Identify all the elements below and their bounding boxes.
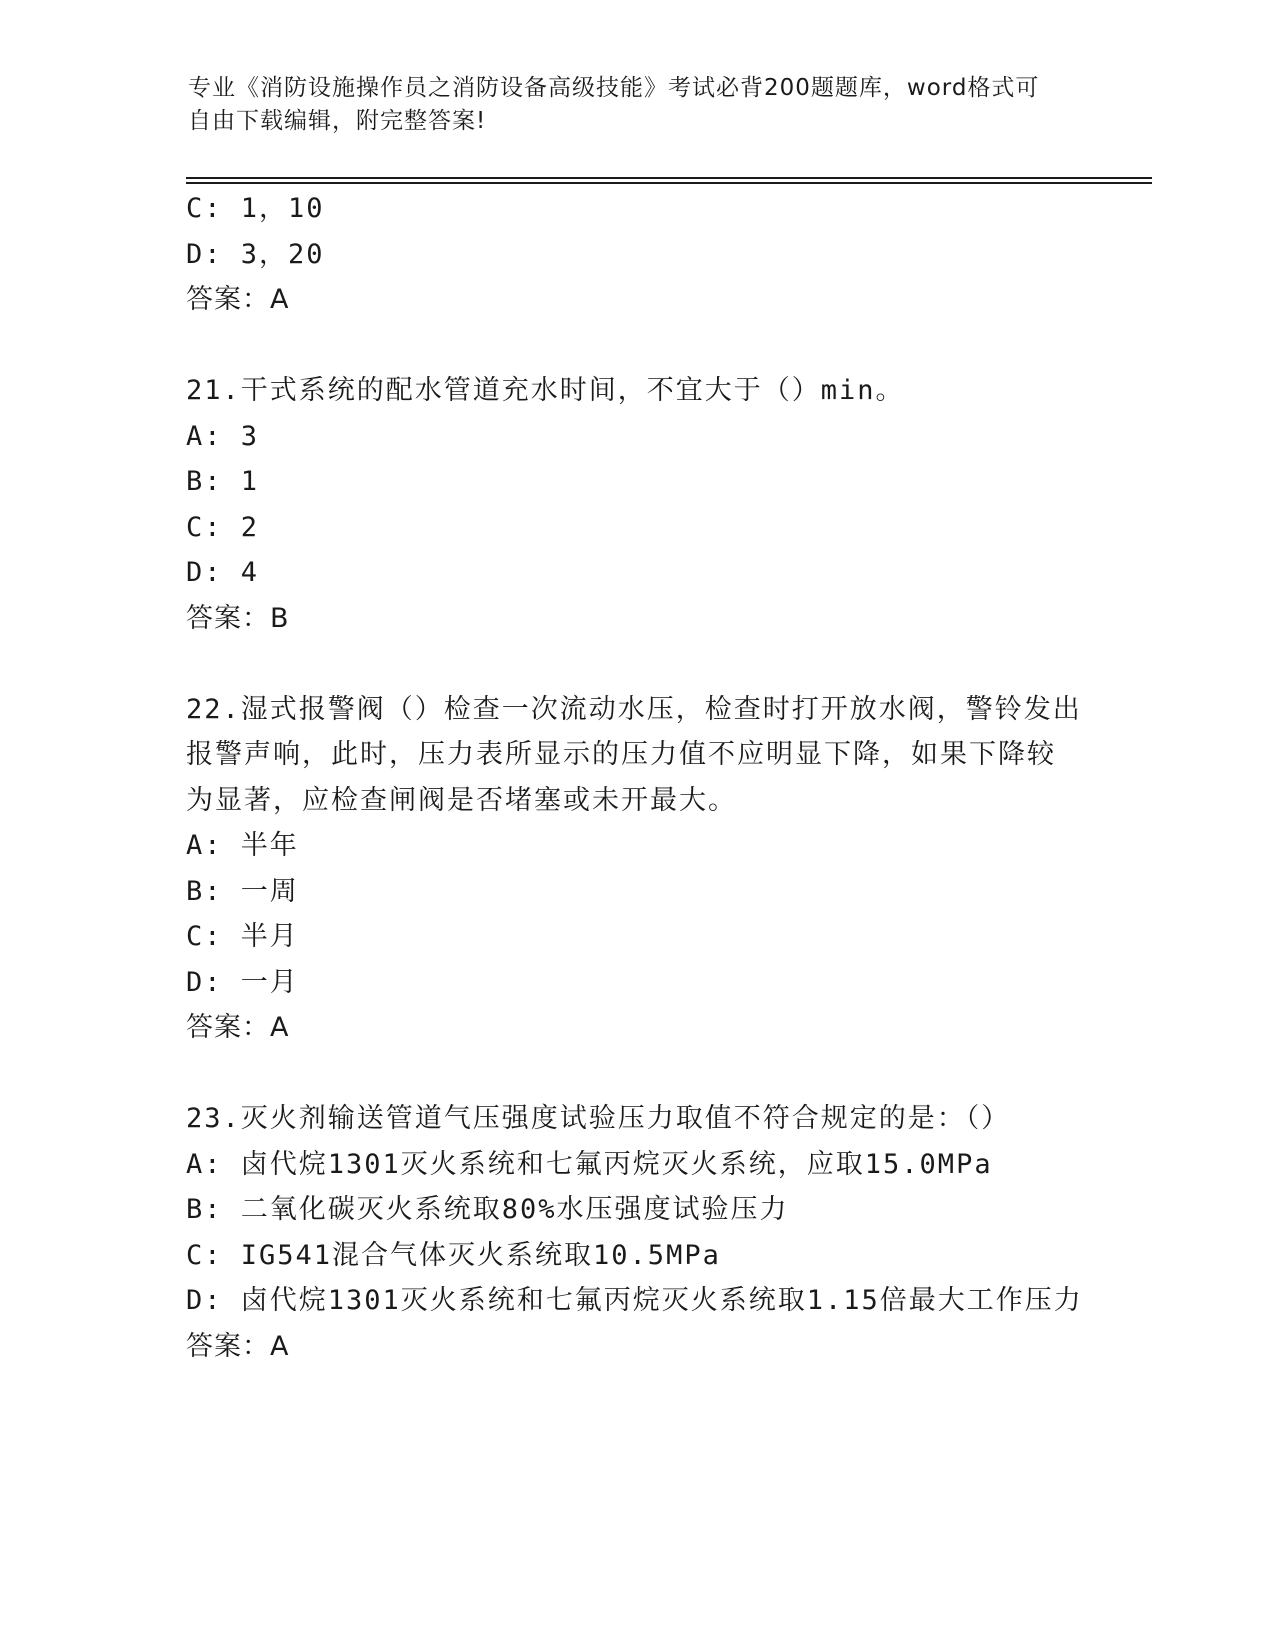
option-d: D: 3，20 [186, 238, 325, 270]
question-21 [186, 368, 1186, 641]
answer-line: 答案：B [186, 602, 290, 634]
option-c: C: 2 [186, 511, 260, 543]
option-b: B: 一周 [186, 875, 299, 907]
document-body [186, 186, 1186, 1369]
spacer [186, 323, 1186, 369]
option-c: C: 半月 [186, 921, 299, 952]
spacer [186, 641, 1186, 687]
option-c: C: IG541混合气体灭火系统取10.5MPa [186, 1239, 721, 1271]
header-line-2: 自由下载编辑，附完整答案! [188, 108, 487, 134]
document-header [188, 72, 1088, 138]
header-line-1: 专业《消防设施操作员之消防设备高级技能》考试必背200题题库，word格式可 [188, 75, 1040, 101]
answer-line: 答案：A [186, 284, 290, 315]
header-rule-bottom [186, 182, 1152, 184]
option-a: A: 半年 [186, 830, 299, 861]
spacer [186, 1051, 1186, 1097]
question-23 [186, 1096, 1186, 1369]
option-b: B: 二氧化碳灭火系统取80%水压强度试验压力 [186, 1194, 789, 1225]
question-22 [186, 687, 1186, 1051]
question-stem: 21.干式系统的配水管道充水时间，不宜大于（）min。 [186, 375, 905, 406]
option-c: C: 1，10 [186, 193, 325, 224]
header-rule-top [186, 177, 1152, 179]
prev-question-tail [186, 186, 1186, 323]
question-stem: 23.灭火剂输送管道气压强度试验压力取值不符合规定的是：（） [186, 1103, 1011, 1134]
option-d: D: 卤代烷1301灭火系统和七氟丙烷灭火系统取1.15倍最大工作压力 [186, 1285, 1083, 1316]
answer-line: 答案：A [186, 1330, 290, 1362]
question-stem-line-2: 报警声响，此时，压力表所显示的压力值不应明显下降，如果下降较 [186, 739, 1056, 770]
option-a: A: 卤代烷1301灭火系统和七氟丙烷灭火系统，应取15.0MPa [186, 1148, 993, 1180]
option-a: A: 3 [186, 420, 260, 452]
option-b: B: 1 [186, 466, 260, 497]
answer-line: 答案：A [186, 1012, 290, 1043]
option-d: D: 4 [186, 557, 260, 588]
question-stem-line-1: 22.湿式报警阀（）检查一次流动水压，检查时打开放水阀，警铃发出 [186, 693, 1082, 725]
question-stem-line-3: 为显著，应检查闸阀是否堵塞或未开最大。 [186, 784, 737, 816]
option-d: D: 一月 [186, 966, 299, 998]
